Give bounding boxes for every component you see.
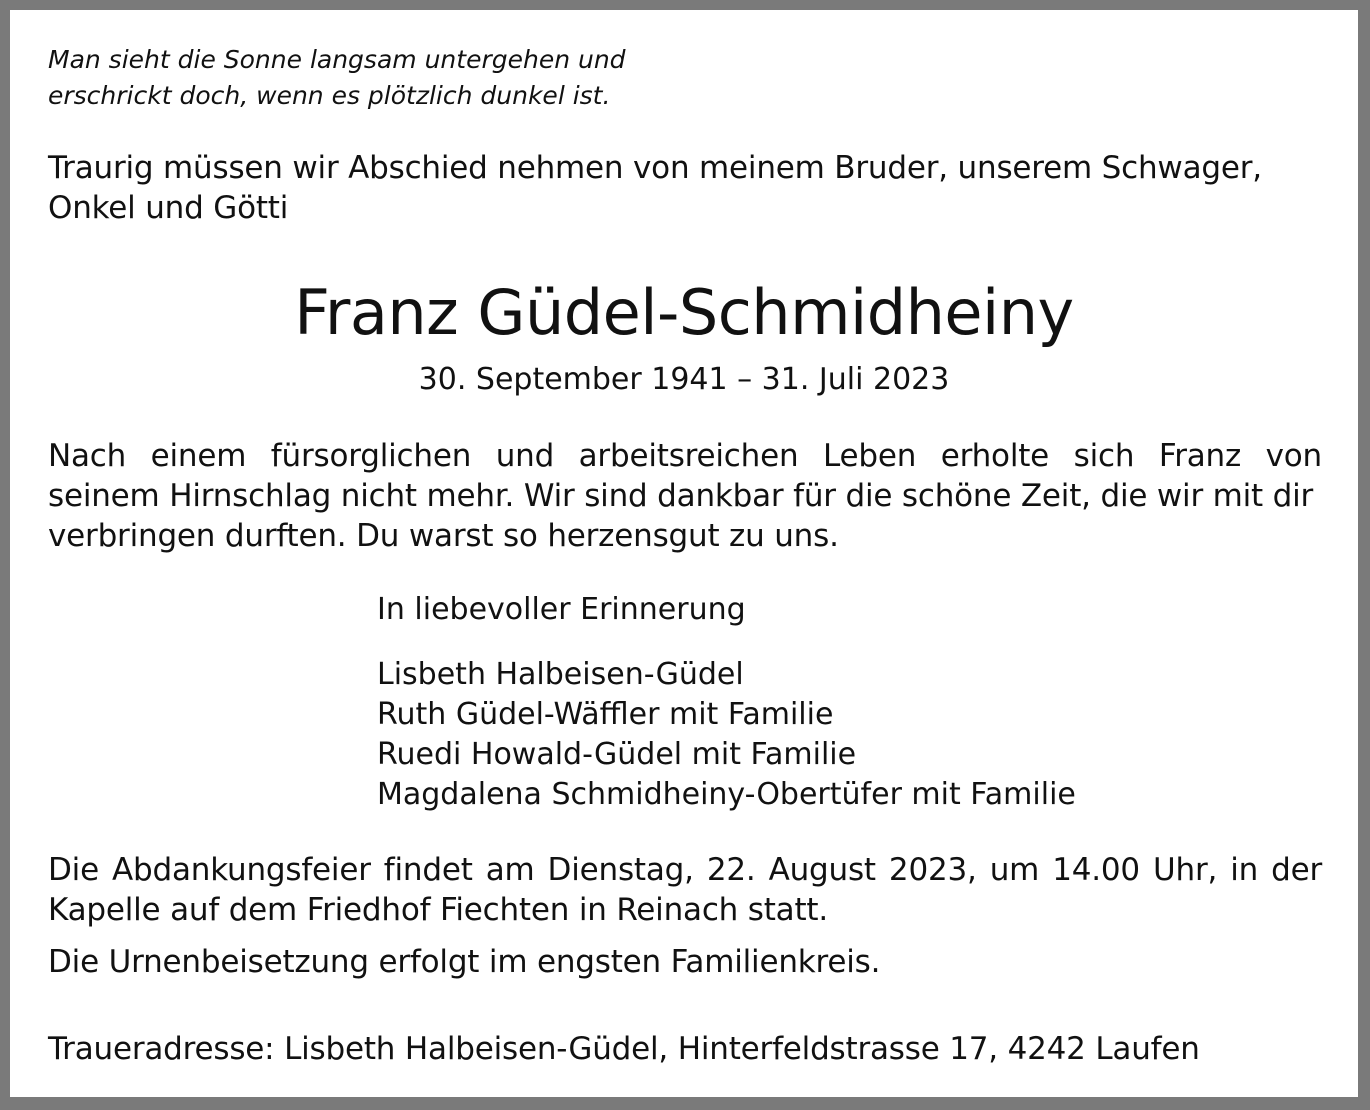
mourner-name: Magdalena Schmidheiny-Obertüfer mit Familie <box>377 777 1076 812</box>
burial-note: Die Urnenbeisetzung erfolgt im engsten Familienkreis. <box>48 944 881 980</box>
ceremony-line-2: Kapelle auf dem Friedhof Fiechten in Reinach statt. <box>48 892 829 928</box>
signature-heading: In liebevoller Erinnerung <box>377 592 746 627</box>
mourner-name: Ruth Güdel-Wäffler mit Familie <box>377 697 834 732</box>
life-dates: 30. September 1941 – 31. Juli 2023 <box>418 362 950 397</box>
intro-line-2: Onkel und Götti <box>48 190 289 226</box>
motto-line-2: erschrickt doch, wenn es plötzlich dunkel ist. <box>48 81 611 110</box>
obituary-notice <box>10 10 1358 1097</box>
tribute-line-3: verbringen durften. Du warst so herzensgut zu uns. <box>48 518 839 554</box>
intro-line-1: Traurig müssen wir Abschied nehmen von meinem Bruder, unserem Schwager, <box>48 150 1262 186</box>
motto-line-1: Man sieht die Sonne langsam untergehen und <box>48 45 626 74</box>
mourner-name: Lisbeth Halbeisen-Güdel <box>377 657 744 692</box>
tribute-line-2: seinem Hirnschlag nicht mehr. Wir sind dankbar für die schöne Zeit, die wir mit dir <box>48 478 1314 514</box>
mourner-name: Ruedi Howald-Güdel mit Familie <box>377 737 857 772</box>
deceased-name: Franz Güdel-Schmidheiny <box>294 276 1074 349</box>
tribute-line-1: Nach einem fürsorglichen und arbeitsreichen Leben erholte sich Franz von <box>48 438 1322 474</box>
mourning-address: Traueradresse: Lisbeth Halbeisen-Güdel, Hinterfeldstrasse 17, 4242 Laufen <box>48 1031 1200 1067</box>
ceremony-line-1: Die Abdankungsfeier findet am Dienstag, 22. August 2023, um 14.00 Uhr, in der <box>48 852 1322 888</box>
